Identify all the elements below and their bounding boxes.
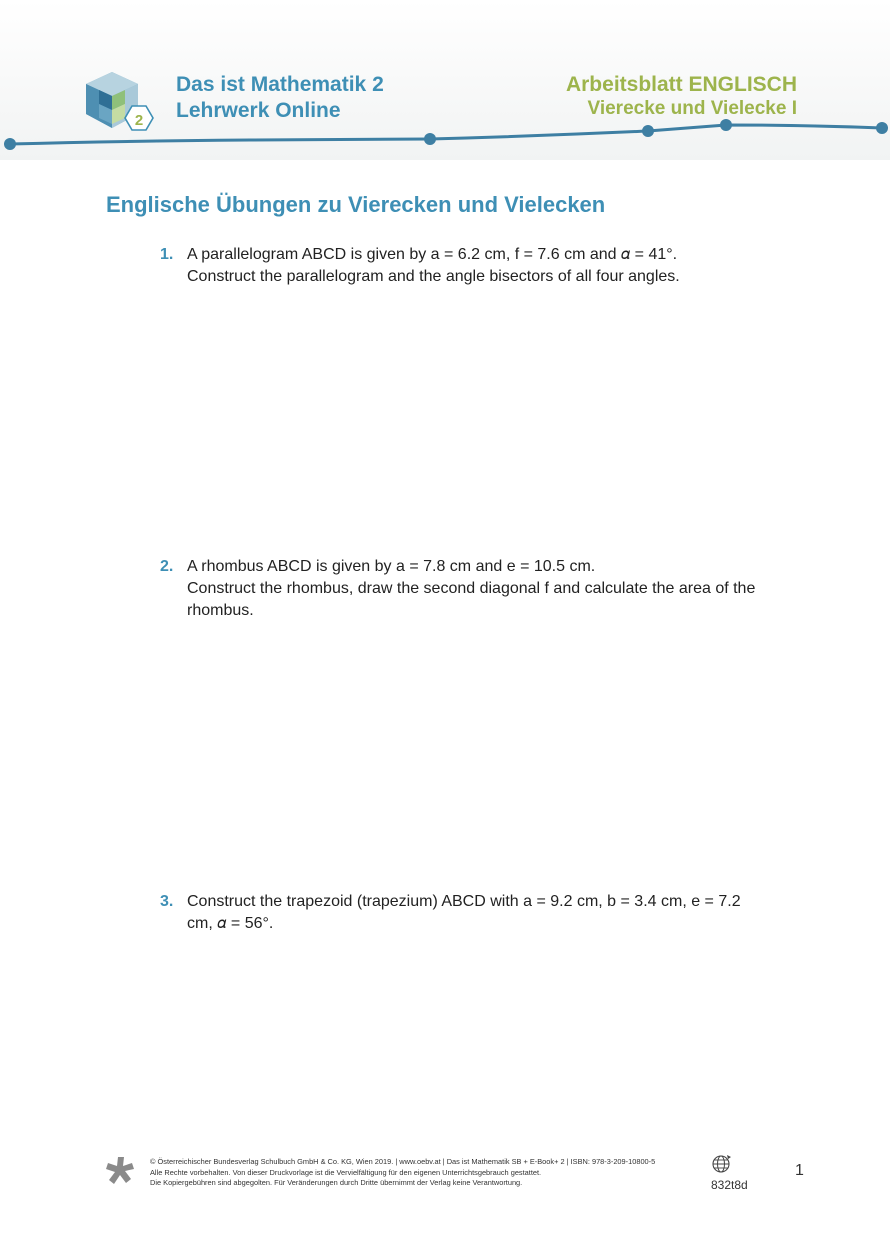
page-heading: Englische Übungen zu Vierecken und Vielecken: [106, 192, 606, 217]
exercise-text: A parallelogram ABCD is given by a = 6.2 cm, f = 7.6 cm and 𝛼 = 41°.: [187, 246, 678, 263]
page-number: 1: [795, 1162, 804, 1179]
exercise-2: [160, 556, 780, 622]
exercise-text: Construct the trapezoid (trapezium) ABCD with a = 9.2 cm, b = 3.4 cm, e = 7.2 cm, 𝛼 = 56°.: [187, 893, 741, 932]
svg-text:2: 2: [134, 112, 144, 129]
exercise-text: A rhombus ABCD is given by a = 7.8 cm and e = 10.5 cm.: [187, 558, 596, 575]
brand-subtitle: Lehrwerk Online: [176, 99, 341, 122]
exercise-text: Construct the parallelogram and the angle bisectors of all four angles.: [187, 268, 680, 285]
globe-link-icon[interactable]: [712, 1154, 732, 1174]
footer-line: Alle Rechte vorbehalten. Von dieser Druckvorlage ist die Vervielfältigung für den eigenen Unterrichtsgebrauch gestattet.: [150, 1167, 542, 1177]
sheet-title: Arbeitsblatt ENGLISCH: [565, 73, 797, 96]
publisher-logo-icon: [104, 1155, 136, 1187]
exercise-text: Construct the rhombus, draw the second diagonal f and calculate the area of the rhombus.: [187, 580, 756, 619]
exercise-1: [160, 244, 780, 288]
footer-line: © Österreichischer Bundesverlag Schulbuch GmbH & Co. KG, Wien 2019. | www.oebv.at | Das ist Mathematik SB + E-Book+ 2 | ISBN: 978-3-209-10800-5: [150, 1157, 656, 1166]
online-code[interactable]: 832t8d: [711, 1178, 748, 1192]
exercise-number: 2.: [160, 558, 174, 575]
header-wave-line: [0, 112, 890, 156]
exercise-3: [160, 891, 780, 935]
footer-line: Die Kopiergebühren sind abgegolten. Für Veränderungen durch Dritte übernimmt der Verlag keine Verantwortung.: [150, 1178, 523, 1187]
exercise-number: 3.: [160, 893, 174, 910]
sheet-subtitle: Vierecke und Vielecke I: [587, 98, 797, 119]
brand-title: Das ist Mathematik 2: [176, 73, 384, 96]
footer-legal: [150, 1157, 655, 1189]
exercise-number: 1.: [160, 246, 174, 263]
